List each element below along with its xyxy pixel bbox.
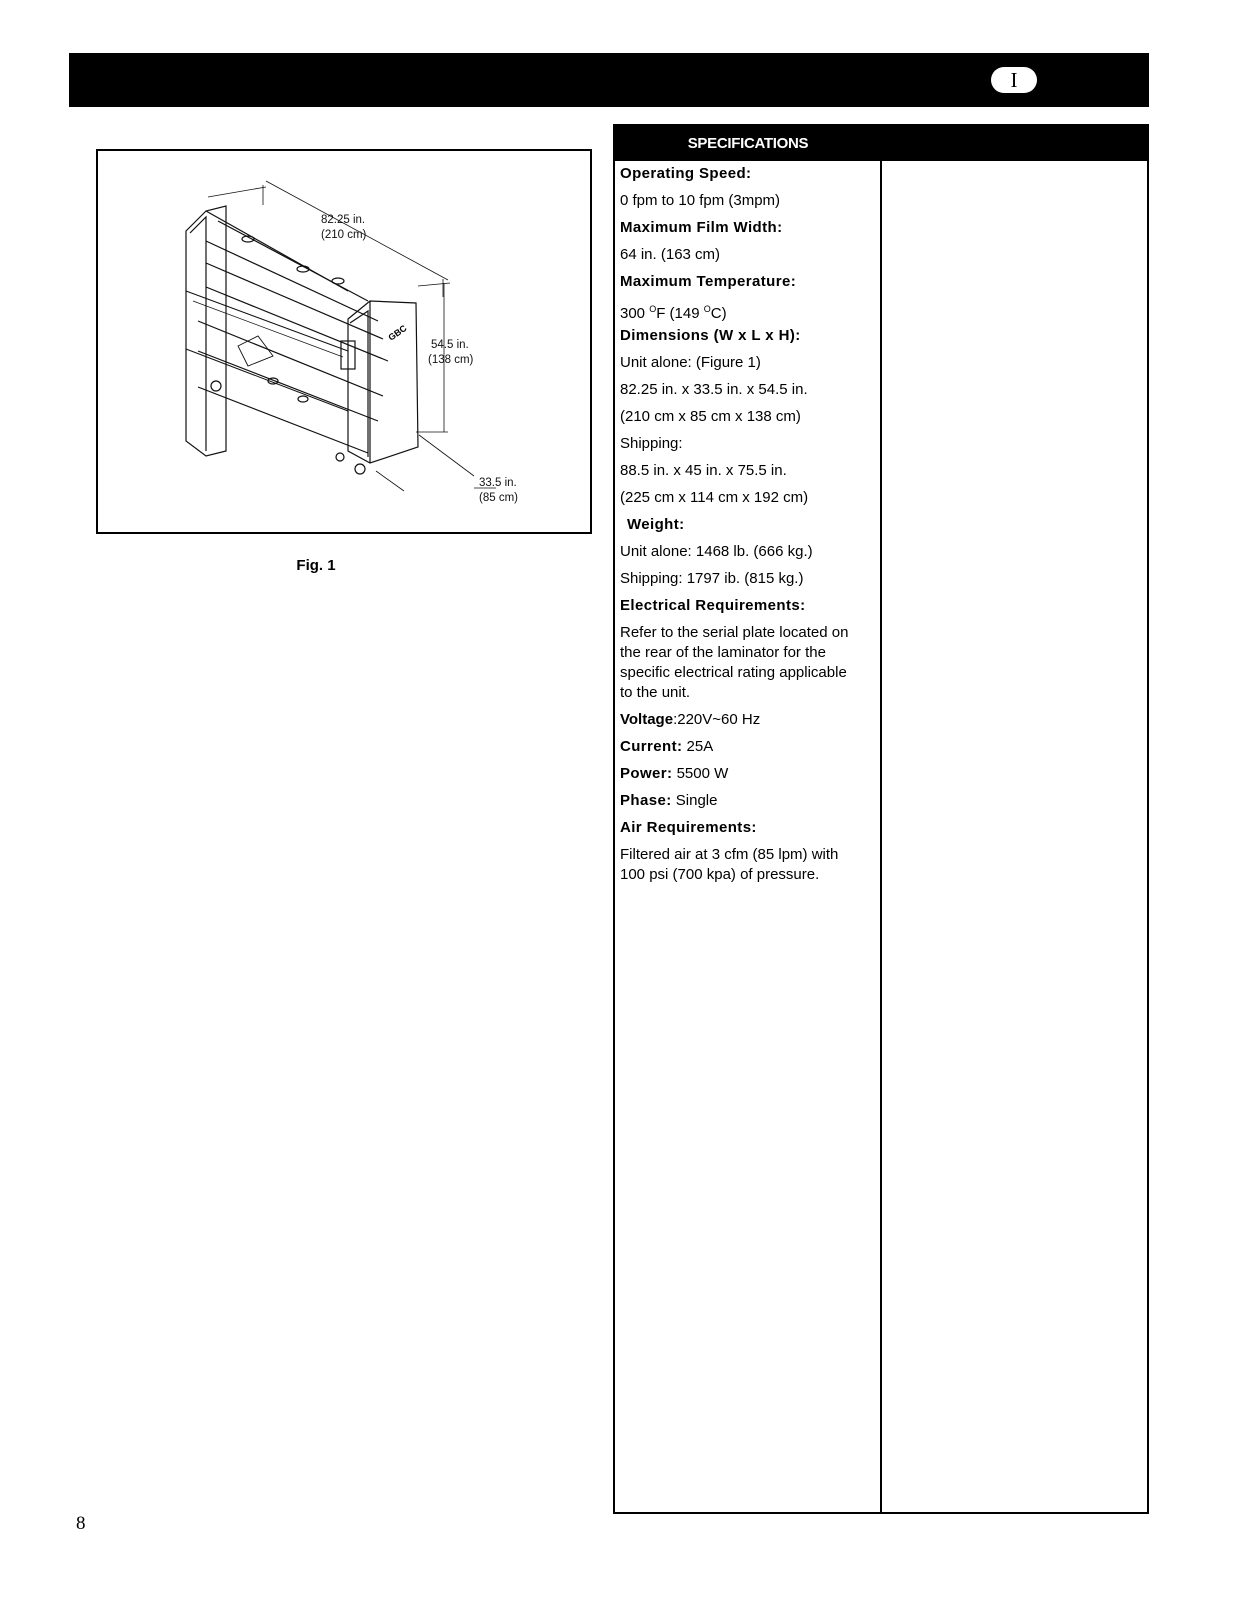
dim-depth-in: 33.5 in. bbox=[479, 477, 517, 489]
column-divider bbox=[880, 161, 882, 1512]
electrical-note: Refer to the serial plate located on the rear of the laminator for the specific electrical rating applicable to the unit. bbox=[620, 624, 849, 701]
header-bar bbox=[69, 53, 1149, 107]
dim-depth-label bbox=[479, 476, 518, 506]
laminator-illustration bbox=[98, 151, 590, 532]
page-number: 8 bbox=[76, 1513, 86, 1534]
degree-mark-c: O bbox=[703, 304, 711, 314]
specifications-title: SPECIFICATIONS bbox=[687, 135, 809, 152]
dim-width-label bbox=[321, 213, 366, 243]
weight-heading: Weight: bbox=[627, 516, 685, 533]
dim-height-in: 54.5 in. bbox=[431, 339, 469, 351]
degree-mark-f: O bbox=[649, 304, 657, 314]
operating-speed-value: 0 fpm to 10 fpm (3mpm) bbox=[620, 192, 781, 209]
section-badge: I bbox=[991, 67, 1037, 93]
specifications-body bbox=[620, 164, 873, 892]
shipping-cm: (225 cm x 114 cm x 192 cm) bbox=[620, 489, 809, 506]
max-film-width-value: 64 in. (163 cm) bbox=[620, 246, 721, 263]
figure-caption: Fig. 1 bbox=[296, 557, 336, 574]
dim-height-label bbox=[428, 338, 473, 368]
figure-frame bbox=[96, 149, 592, 534]
specifications-table bbox=[613, 124, 1149, 1514]
weight-shipping: Shipping: 1797 ib. (815 kg.) bbox=[620, 570, 804, 587]
max-temperature-value: 300 $^O$F (149 $^O$C) bbox=[620, 304, 727, 322]
air-requirements-note: Filtered air at 3 cfm (85 lpm) with 100 psi (700 kpa) of pressure. bbox=[620, 846, 839, 883]
max-temperature-heading: Maximum Temperature: bbox=[620, 273, 797, 290]
weight-unit-alone: Unit alone: 1468 lb. (666 kg.) bbox=[620, 543, 813, 560]
dim-depth-cm: (85 cm) bbox=[479, 492, 518, 504]
dimensions-heading: Dimensions (W x L x H): bbox=[620, 327, 801, 344]
shipping-inches: 88.5 in. x 45 in. x 75.5 in. bbox=[620, 462, 787, 479]
current-spec: Current: 25A bbox=[620, 738, 714, 755]
max-film-width-heading: Maximum Film Width: bbox=[620, 219, 783, 236]
power-spec: Power: 5500 W bbox=[620, 765, 729, 782]
unit-alone-cm: (210 cm x 85 cm x 138 cm) bbox=[620, 408, 801, 425]
unit-alone-inches: 82.25 in. x 33.5 in. x 54.5 in. bbox=[620, 381, 808, 398]
electrical-heading: Electrical Requirements: bbox=[620, 597, 806, 614]
dim-width-in: 82.25 in. bbox=[321, 214, 366, 226]
air-requirements-heading: Air Requirements: bbox=[620, 819, 757, 836]
brand-mark: GBC bbox=[386, 322, 409, 343]
dim-width-cm: (210 cm) bbox=[321, 229, 367, 241]
dim-height-cm: (138 cm) bbox=[428, 354, 474, 366]
phase-spec: Phase: Single bbox=[620, 792, 718, 809]
voltage-spec: Voltage:220V~60 Hz bbox=[620, 711, 761, 728]
operating-speed-heading: Operating Speed: bbox=[620, 165, 752, 182]
shipping-label: Shipping: bbox=[620, 435, 683, 452]
unit-alone-label: Unit alone: (Figure 1) bbox=[620, 354, 761, 371]
